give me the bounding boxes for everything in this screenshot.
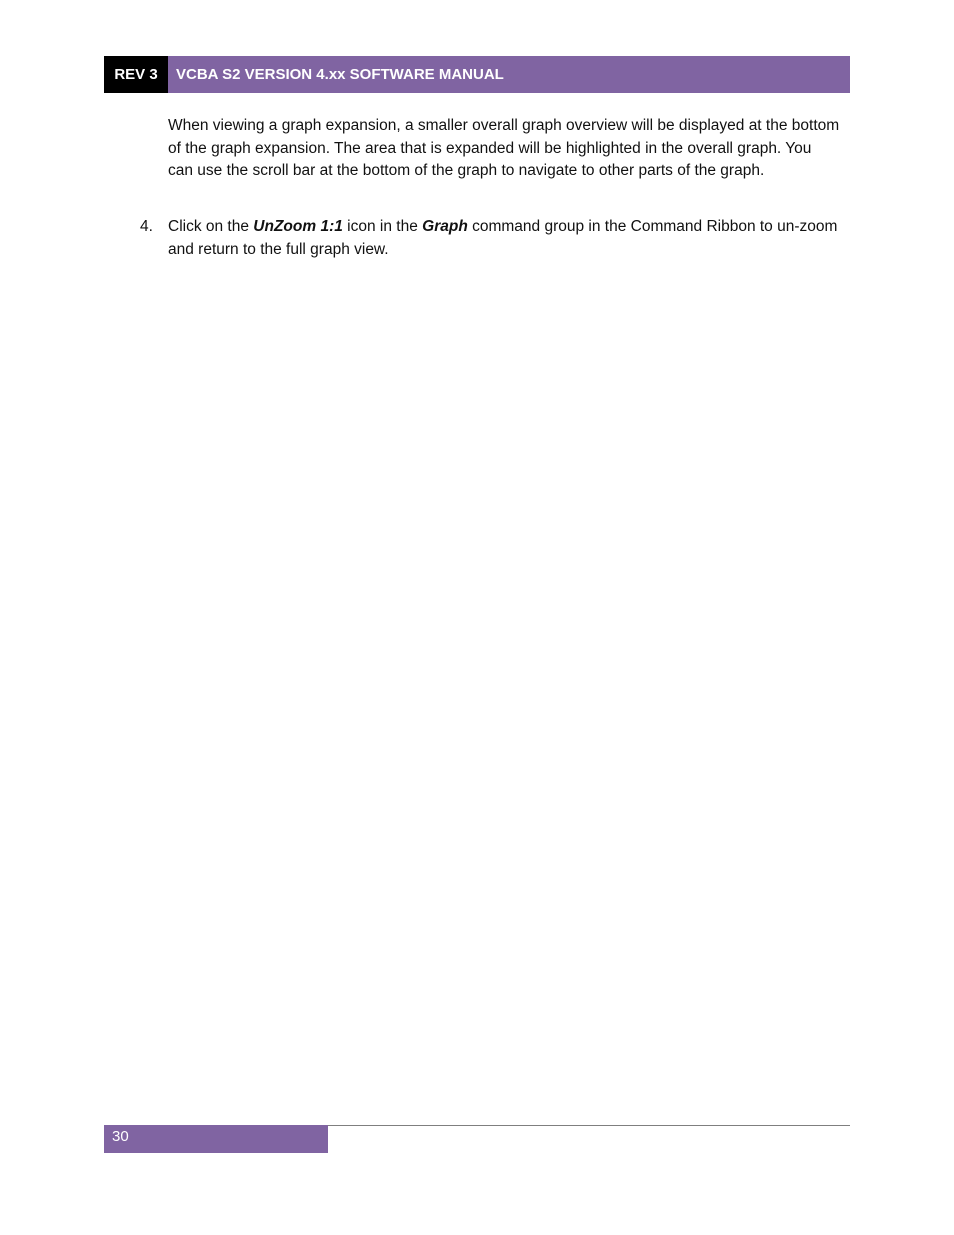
page-number: 30 <box>104 1125 328 1153</box>
step-text-part-3: command group in the Command Ribbon to un-zoom and return to the full graph view. <box>168 218 838 258</box>
page-header <box>104 56 850 93</box>
step-text-part-1: Click on the <box>168 218 254 235</box>
step-4 <box>140 216 840 261</box>
step-text <box>168 216 840 261</box>
graph-term: Graph <box>422 218 468 235</box>
body-content <box>168 115 840 183</box>
footer-rule <box>328 1125 850 1126</box>
unzoom-term: UnZoom 1:1 <box>253 218 343 235</box>
revision-label: REV 3 <box>104 56 168 93</box>
intro-paragraph: When viewing a graph expansion, a smaller overall graph overview will be displayed at the bottom of the graph expansion. The area that is expanded will be highlighted in the overall graph. You can use the scroll bar at the bottom of the graph to navigate to other parts of the graph. <box>168 117 840 180</box>
step-number: 4. <box>140 218 153 235</box>
step-text-part-2: icon in the <box>342 218 423 235</box>
manual-title: VCBA S2 VERSION 4.xx SOFTWARE MANUAL <box>168 56 850 93</box>
